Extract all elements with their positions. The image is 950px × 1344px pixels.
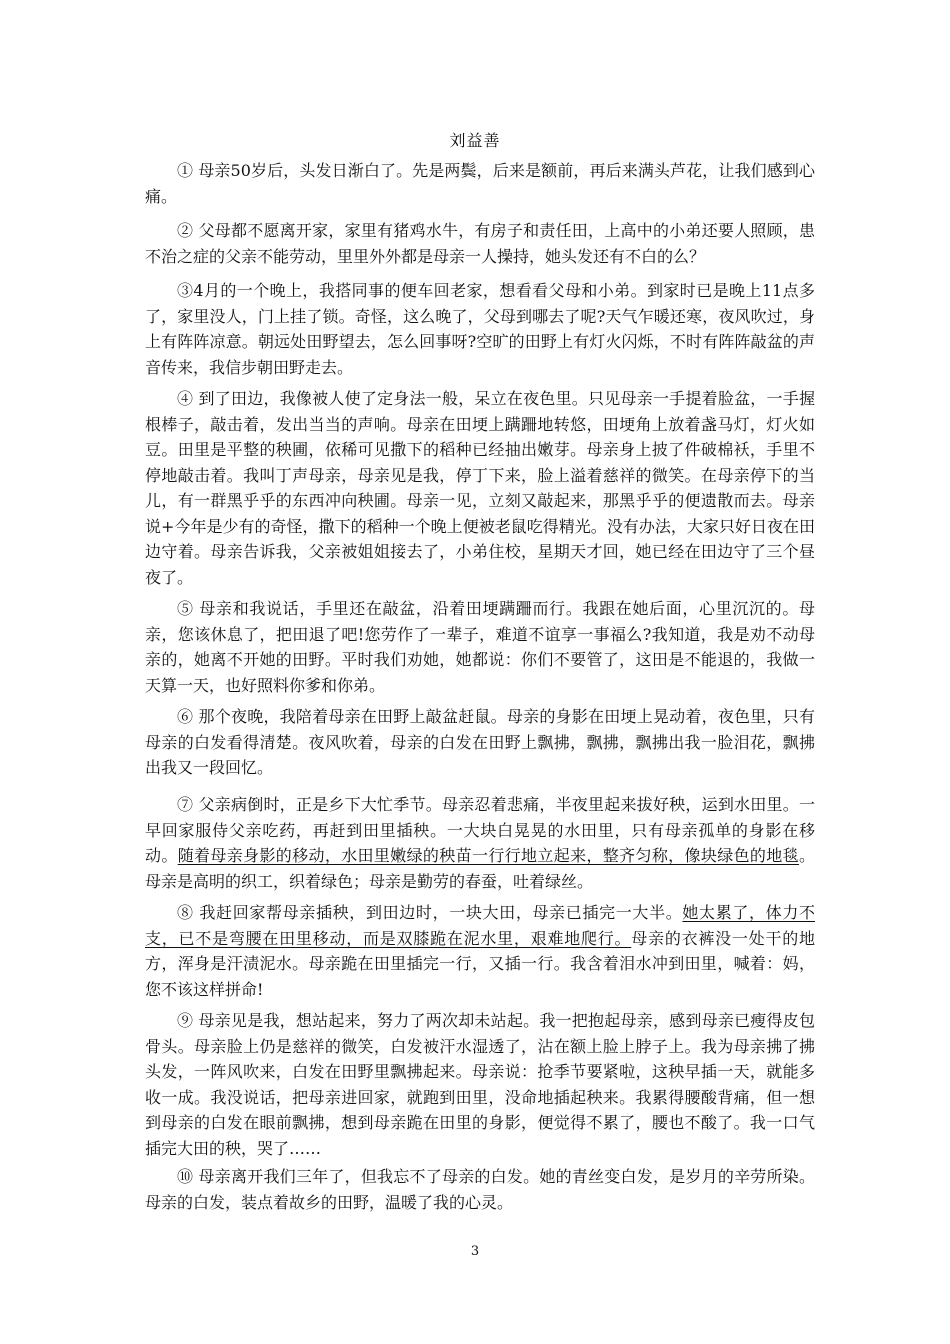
paragraph-text: ⑩ 母亲离开我们三年了，但我忘不了母亲的白发。她的青丝变白发，是岁月的辛劳所染。母亲的白发，装点着故乡的田野，温暖了我的心灵。 — [145, 1167, 815, 1212]
paragraph-text: ③4月的一个晚上，我搭同事的便车回老家，想看看父母和小弟。到家时已是晚上11点多了，家里没人，门上挂了锁。奇怪，这么晚了，父母到哪去了呢?天气乍暖还寒，夜风吹过，身上有阵阵凉意。朝远处田野望去，怎么回事呀?空旷的田野上有灯火闪烁，不时有阵阵敲盆的声音传来，我信步朝田野走去。 — [145, 281, 815, 377]
paragraph-text: ② 父母都不愿离开家，家里有猪鸡水牛，有房子和责任田，上高中的小弟还要人照顾，患不治之症的父亲不能劳动，里里外外都是母亲一人操持，她头发还有不白的么？ — [145, 221, 815, 266]
paragraph-text: 母亲的衣裤没一处干的地方，浑身是汗渍泥水。母亲跪在田里插完一行，又插一行。我含着泪水冲到田里，喊着：妈，您不该这样拼命! — [145, 928, 815, 999]
paragraph-1 — [145, 158, 815, 209]
paragraph-5 — [145, 596, 815, 698]
paragraph-text: ⑨ 母亲见是我，想站起来，努力了两次却未站起。我一把抱起母亲，感到母亲已瘦得皮包骨头。母亲脸上仍是慈祥的微笑，白发被汗水湿透了，沾在额上脸上脖子上。我为母亲拂了拂头发，一阵风吹来，白发在田野里飘拂起来。母亲说：抢季节要紧啦，这秧早插一天，就能多收一成。我没说话，把母亲进回家，就跑到田里，没命地插起秧来。我累得腰酸背痛，但一想到母亲的白发在眼前飘拂，想到母亲跪在田里的身影，便觉得不累了，腰也不酸了。我一口气插完大田的秧，哭了…… — [145, 1011, 815, 1158]
page-number: 3 — [470, 1244, 480, 1259]
paragraph-9 — [145, 1008, 815, 1161]
paragraph-text: ⑧ 我赶回家帮母亲插秧，到田边时，一块大田，母亲已插完一大半。 — [177, 903, 683, 922]
paragraph-text: ④ 到了田边，我像被人使了定身法一般，呆立在夜色里。只见母亲一手提着脸盆，一手握根棒子，敲击着，发出当当的声响。母亲在田埂上蹒跚地转悠，田埂角上放着盏马灯，灯火如豆。田里是平整的秧圃，依稀可见撒下的稻种已经抽出嫩芽。母亲身上披了件破棉袄，手里不停地敲击着。我叫丁声母亲，母亲见是我，停丁下来，脸上溢着慈祥的微笑。在母亲停下的当儿，有一群黑乎乎的东西冲向秧圃。母亲一见，立刻又敲起来，那黑乎乎的便遗散而去。母亲说+今年是少有的奇怪，撒下的稻种一个晚上便被老鼠吃得精光。没有办法，大家只好日夜在田边守着。母亲告诉我，父亲被姐姐接去了，小弟住校，星期天才回，她已经在田边守了三个昼夜了。 — [145, 389, 815, 587]
paragraph-10 — [145, 1164, 815, 1215]
paragraph-text: ⑦ 父亲病倒时，正是乡下大忙季节。母亲忍着悲痛，半夜里起来拔好秧，运到水田里。一早回家服侍父亲吃药，再赶到田里插秧。一大块白晃晃的水田里，只有母亲孤单的身影在移动。 — [145, 795, 815, 865]
paragraph-3 — [145, 278, 815, 380]
paragraph-8 — [145, 900, 815, 1002]
paragraph-2 — [145, 218, 815, 269]
paragraph-text: 。母亲是高明的织工，织着绿色；母亲是勤劳的春蚕，吐着绿丝。 — [145, 846, 815, 891]
paragraph-text: ① 母亲50岁后，头发日渐白了。先是两鬓，后来是额前，再后来满头芦花，让我们感到心痛。 — [145, 161, 815, 206]
underlined-sentence: 她太累了，体力不支，已不是弯腰在田里移动，而是双膝跪在泥水里，艰难地爬行。 — [145, 903, 815, 948]
paragraph-7 — [145, 792, 815, 894]
underlined-sentence: 随着母亲身影的移动，水田里嫩绿的秧苗一行行地立起来，整齐匀称，像块绿色的地毯 — [177, 846, 799, 865]
paragraph-text: ⑥ 那个夜晚，我陪着母亲在田野上敲盆赶鼠。母亲的身影在田埂上晃动着，夜色里，只有母亲的白发看得清楚。夜风吹着，母亲的白发在田野上飘拂，飘拂，飘拂出我一脸泪花，飘拂出我又一段回忆。 — [145, 707, 815, 777]
paragraph-6 — [145, 704, 815, 781]
author-name: 刘益善 — [449, 131, 501, 150]
paragraph-text: ⑤ 母亲和我说话，手里还在敲盆，沿着田埂蹒跚而行。我跟在她后面，心里沉沉的。母亲，您该休息了，把田退了吧!您劳作了一辈子，难道不谊享一事福么?我知道，我是劝不动母亲的，她离不开她的田野。平时我们劝她，她都说：你们不要管了，这田是不能退的，我做一天算一天，也好照料你爹和你弟。 — [145, 599, 815, 695]
paragraph-4 — [145, 386, 815, 590]
